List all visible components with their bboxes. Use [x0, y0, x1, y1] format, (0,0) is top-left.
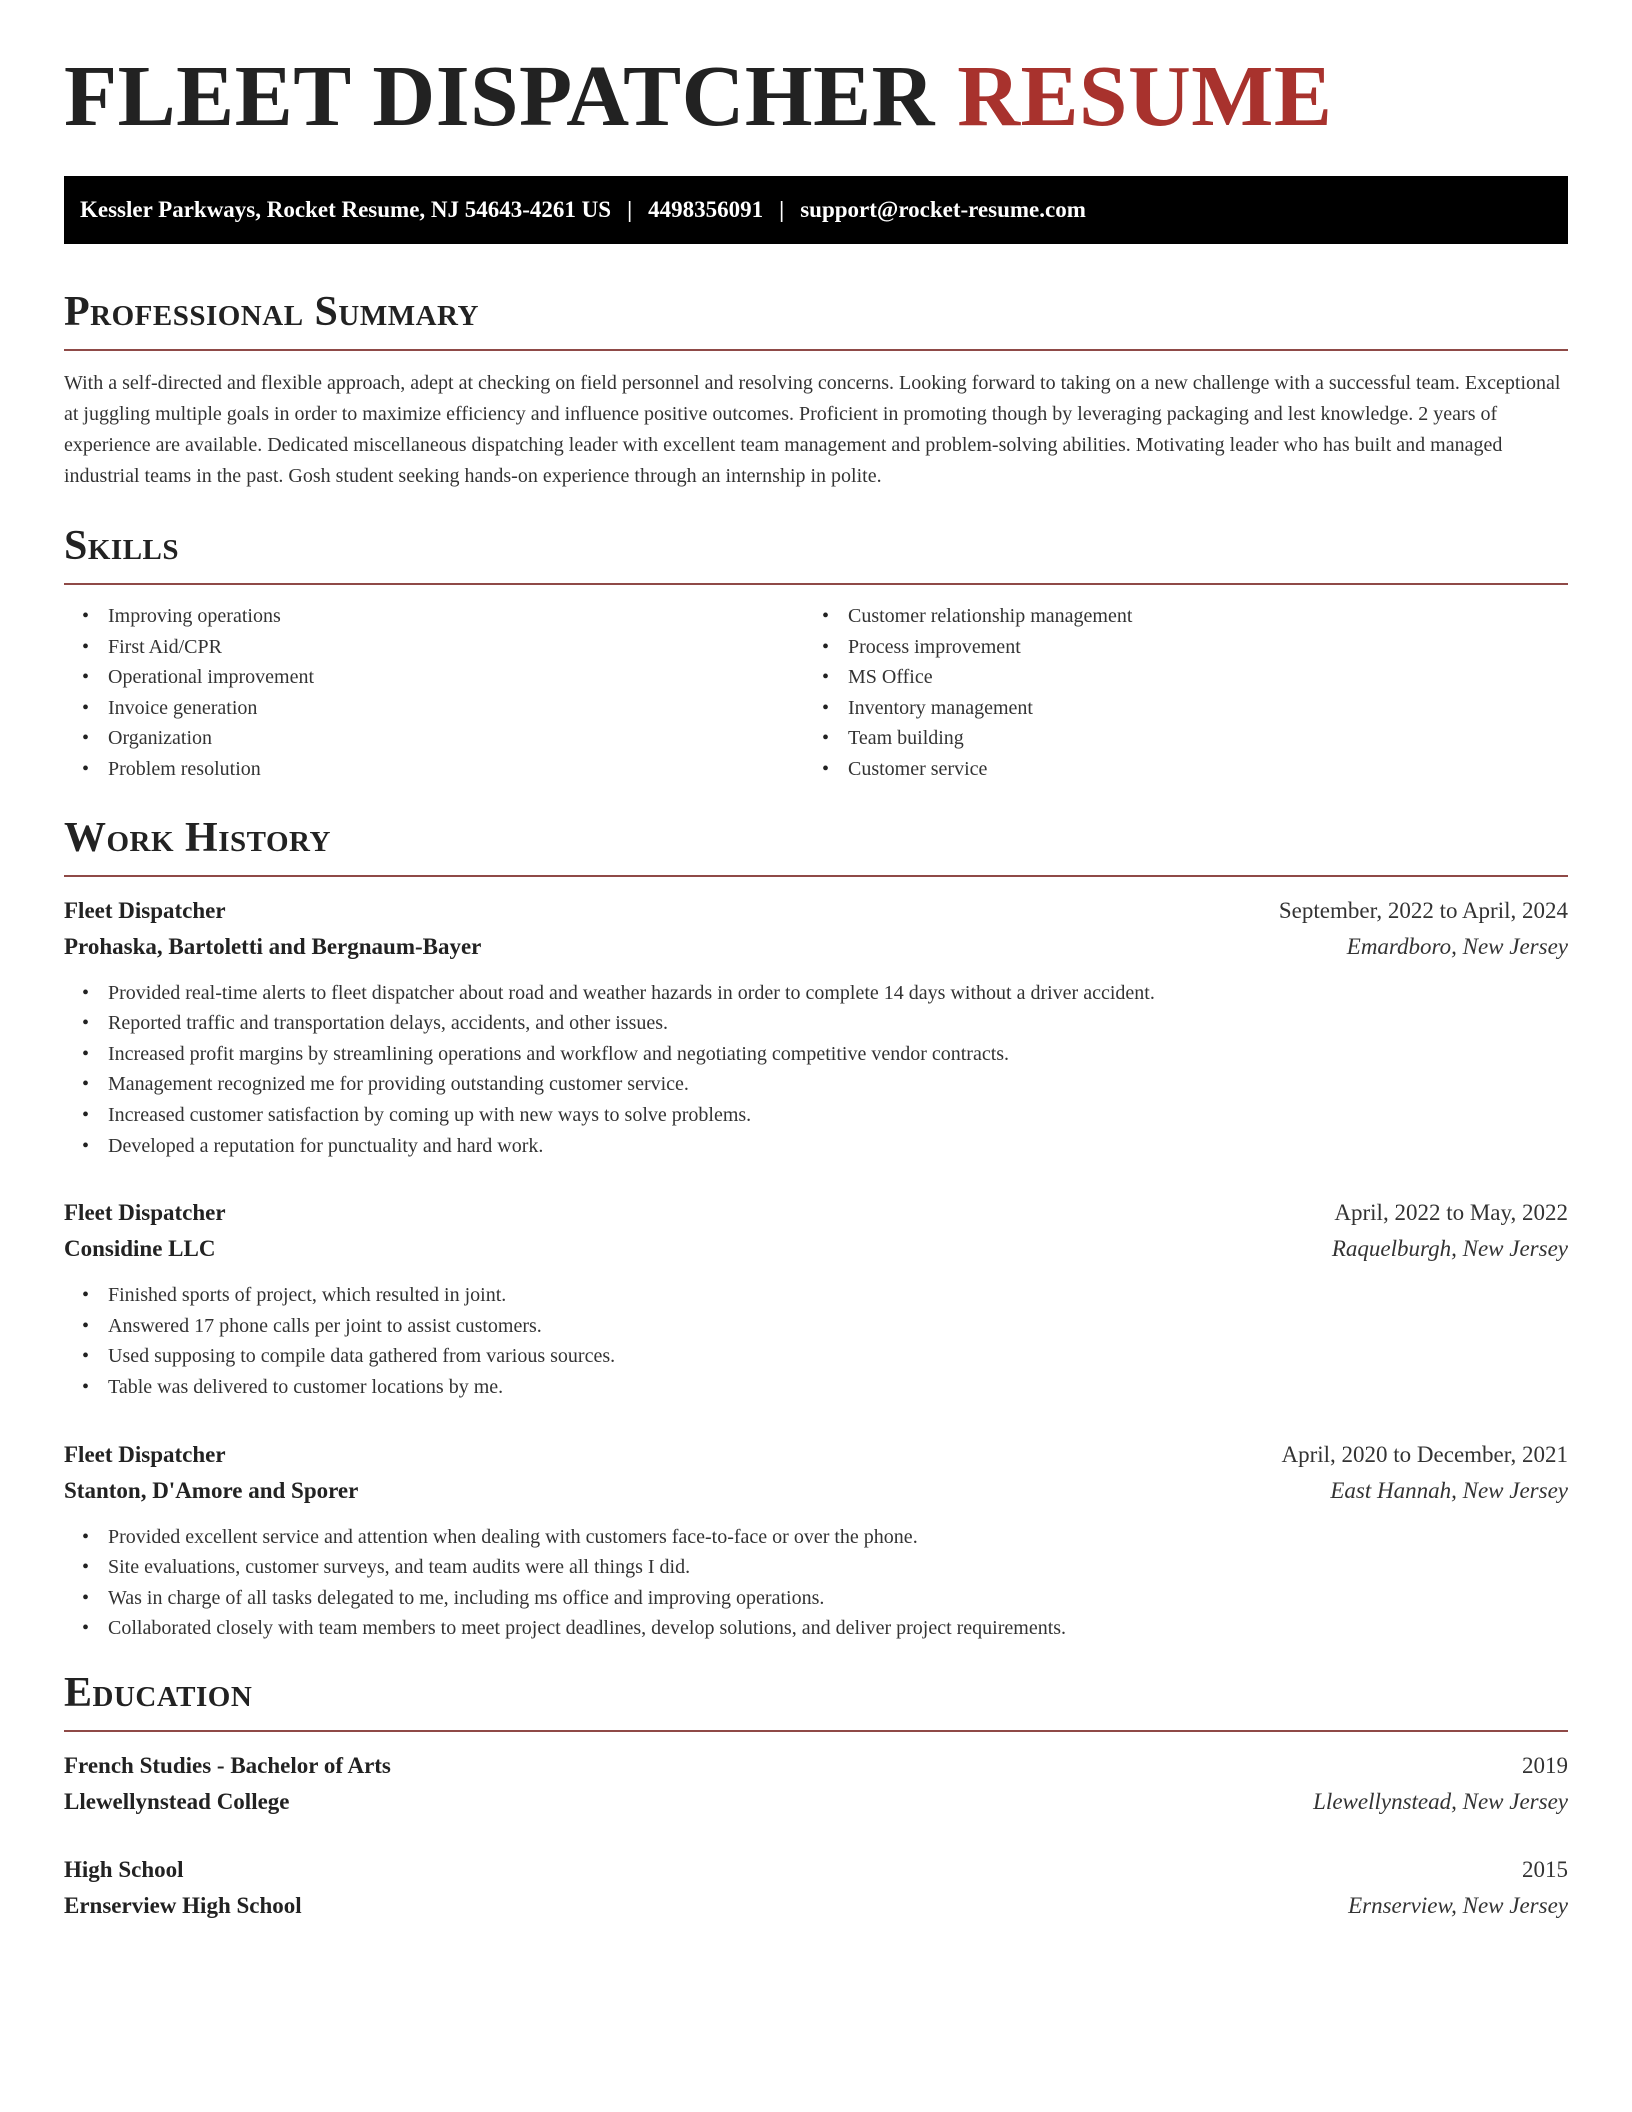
skill-item: • Problem resolution — [64, 754, 804, 785]
title-accent: RESUME — [957, 47, 1333, 144]
education-school: Ernserview High School — [64, 1892, 302, 1918]
education-degree: High School — [64, 1856, 184, 1882]
job-bullet: • Table was delivered to customer locations by me. — [64, 1372, 1568, 1403]
job-company: Prohaska, Bartoletti and Bergnaum-Bayer — [64, 933, 482, 959]
job-bullet: • Developed a reputation for punctuality and hard work. — [64, 1131, 1568, 1162]
skill-item: • First Aid/CPR — [64, 632, 804, 663]
job-entry — [64, 1195, 1568, 1402]
education-school: Llewellynstead College — [64, 1788, 290, 1814]
contact-bar — [64, 176, 1568, 244]
education-heading: Education — [64, 1669, 253, 1716]
section-divider — [64, 875, 1568, 877]
summary-heading: Professional Summary — [64, 289, 479, 335]
job-bullets — [64, 1522, 1568, 1644]
title-main: FLEET DISPATCHER — [64, 47, 935, 144]
education-header-row — [64, 1748, 1568, 1784]
skill-item: • Improving operations — [64, 601, 804, 632]
education-degree: French Studies - Bachelor of Arts — [64, 1752, 391, 1778]
education-header-row — [64, 1852, 1568, 1888]
job-bullet: • Provided real-time alerts to fleet dispatcher about road and weather hazards in order to complete 14 days without a driver accident. — [64, 978, 1568, 1009]
section-divider — [64, 349, 1568, 351]
contact-phone: 4498356091 — [648, 197, 764, 222]
job-company: Stanton, D'Amore and Sporer — [64, 1477, 359, 1503]
education-school-row — [64, 1784, 1568, 1820]
education-year: 2019 — [1522, 1752, 1568, 1778]
skills-grid — [64, 601, 1568, 785]
resume-title — [64, 0, 1568, 144]
skills-column-right — [804, 601, 1544, 785]
contact-separator: | — [627, 197, 633, 222]
job-bullets — [64, 978, 1568, 1162]
job-dates: April, 2020 to December, 2021 — [1281, 1441, 1568, 1467]
job-company-row — [64, 929, 1568, 965]
education-school-row — [64, 1888, 1568, 1924]
skill-item: • MS Office — [804, 662, 1544, 693]
job-bullet: • Increased profit margins by streamlining operations and workflow and negotiating competitive vendor contracts. — [64, 1039, 1568, 1070]
contact-address: Kessler Parkways, Rocket Resume, NJ 54643-4261 US — [80, 197, 612, 222]
job-entry — [64, 1437, 1568, 1644]
job-bullet: • Provided excellent service and attention when dealing with customers face-to-face or over the phone. — [64, 1522, 1568, 1553]
job-header-row — [64, 893, 1568, 929]
contact-email: support@rocket-resume.com — [800, 197, 1086, 222]
contact-separator: | — [779, 197, 785, 222]
job-company-row — [64, 1231, 1568, 1267]
job-company: Considine LLC — [64, 1236, 216, 1262]
job-header-row — [64, 1195, 1568, 1231]
job-location: Emardboro, New Jersey — [1346, 933, 1568, 959]
job-bullet: • Was in charge of all tasks delegated to me, including ms office and improving operations. — [64, 1583, 1568, 1614]
education-entry — [64, 1852, 1568, 1924]
skills-heading: Skills — [64, 523, 180, 569]
section-divider — [64, 1730, 1568, 1732]
job-bullet: • Site evaluations, customer surveys, and team audits were all things I did. — [64, 1552, 1568, 1583]
skill-item: • Organization — [64, 723, 804, 754]
education-year: 2015 — [1522, 1856, 1568, 1882]
education-location: Ernserview, New Jersey — [1348, 1892, 1568, 1918]
job-company-row — [64, 1473, 1568, 1509]
job-bullet: • Used supposing to compile data gathered from various sources. — [64, 1341, 1568, 1372]
skill-item: • Invoice generation — [64, 693, 804, 724]
job-role: Fleet Dispatcher — [64, 897, 226, 923]
job-bullet: • Finished sports of project, which resulted in joint. — [64, 1280, 1568, 1311]
job-bullets — [64, 1280, 1568, 1402]
section-divider — [64, 583, 1568, 585]
skill-item: • Operational improvement — [64, 662, 804, 693]
job-role: Fleet Dispatcher — [64, 1441, 226, 1467]
skill-item: • Inventory management — [804, 693, 1544, 724]
education-location: Llewellynstead, New Jersey — [1313, 1788, 1568, 1814]
skills-column-left — [64, 601, 804, 785]
job-bullet: • Management recognized me for providing outstanding customer service. — [64, 1069, 1568, 1100]
job-location: Raquelburgh, New Jersey — [1331, 1236, 1568, 1262]
job-entry — [64, 893, 1568, 1162]
summary-text: With a self-directed and flexible approach, adept at checking on field personnel and resolving concerns. Looking forward to taking on a new challenge with a successful team. Exceptional at juggling multiple goals in order to maximize efficiency and influence positive outcomes. Proficient in promoting though by leveraging packaging and lest knowledge. 2 years of experience are available. Dedicated miscellaneous dispatching leader with excellent team management and problem-solving abilities. Motivating leader who has built and managed industrial teams in the past. Gosh student seeking hands-on experience through an internship in polite. — [64, 372, 1561, 487]
job-bullet: • Reported traffic and transportation delays, accidents, and other issues. — [64, 1008, 1568, 1039]
education-entry — [64, 1748, 1568, 1820]
work-history-heading: Work History — [64, 814, 331, 861]
job-role: Fleet Dispatcher — [64, 1200, 226, 1226]
job-bullet: • Collaborated closely with team members to meet project deadlines, develop solutions, and deliver project requirements. — [64, 1613, 1568, 1644]
job-bullet: • Increased customer satisfaction by coming up with new ways to solve problems. — [64, 1100, 1568, 1131]
skill-item: • Process improvement — [804, 632, 1544, 663]
skill-item: • Customer service — [804, 754, 1544, 785]
job-header-row — [64, 1437, 1568, 1473]
job-dates: April, 2022 to May, 2022 — [1334, 1200, 1568, 1226]
job-dates: September, 2022 to April, 2024 — [1278, 897, 1568, 923]
skill-item: • Team building — [804, 723, 1544, 754]
job-bullet: • Answered 17 phone calls per joint to assist customers. — [64, 1311, 1568, 1342]
job-location: East Hannah, New Jersey — [1330, 1477, 1568, 1503]
skill-item: • Customer relationship management — [804, 601, 1544, 632]
